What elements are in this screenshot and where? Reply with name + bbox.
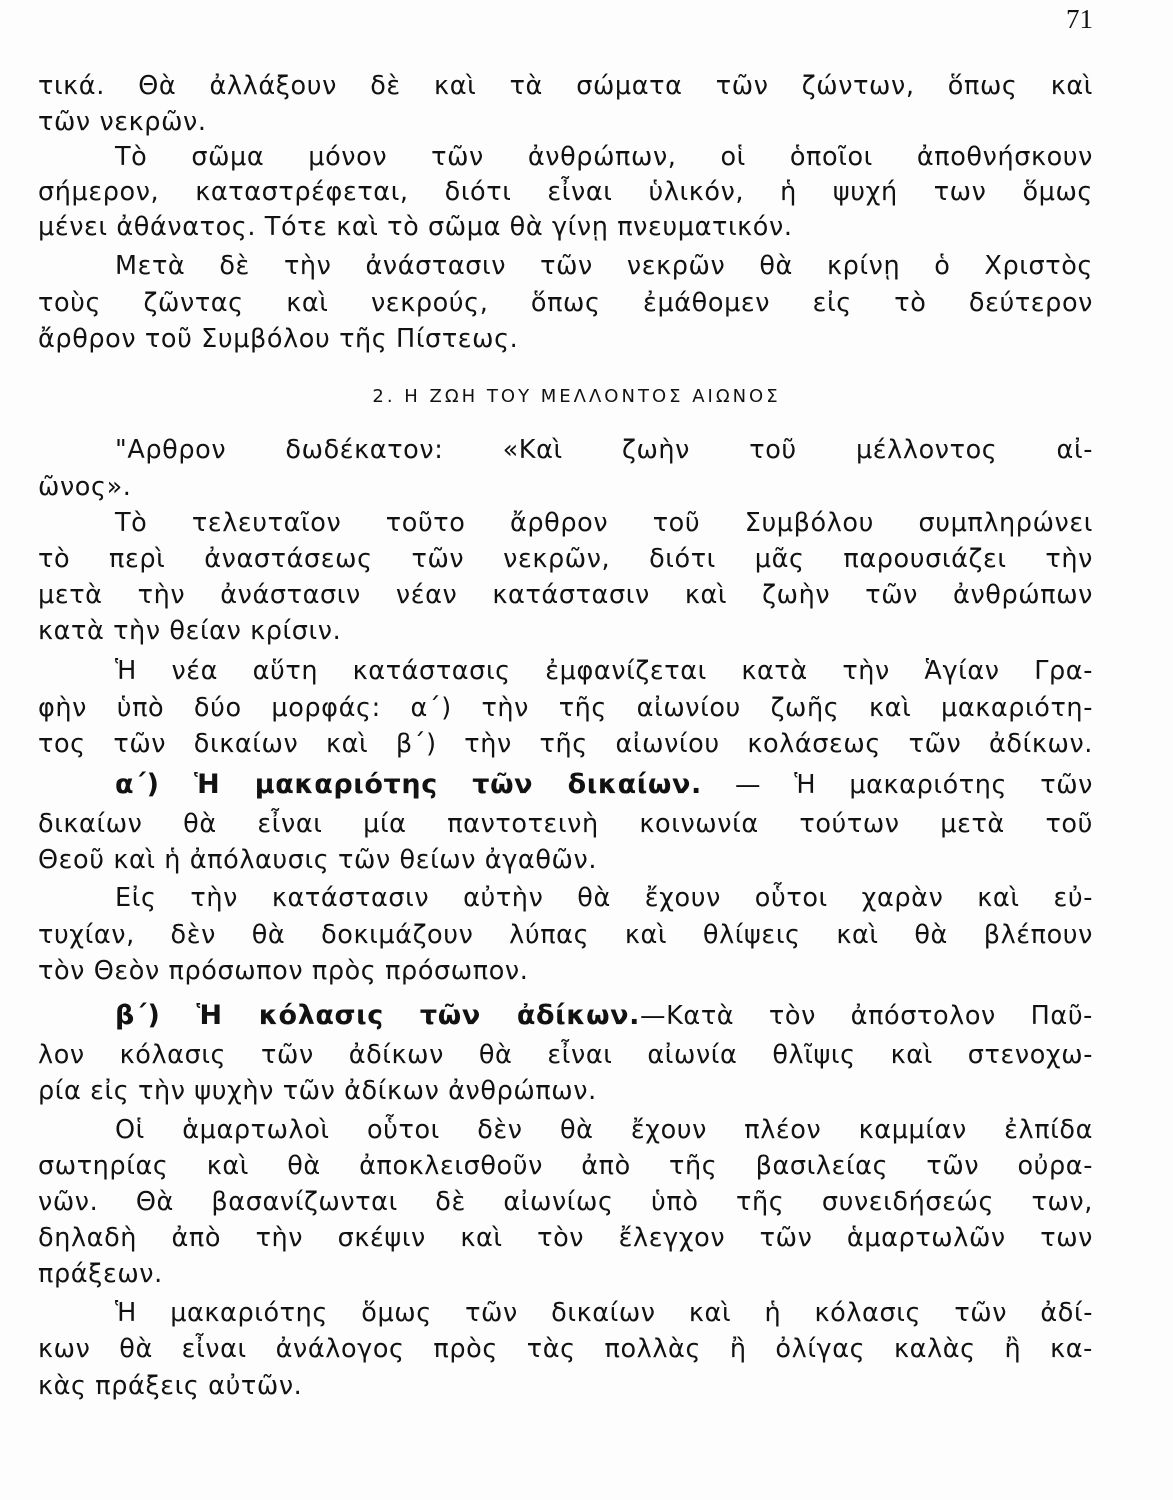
text-line: τοὺς ζῶντας καὶ νεκρούς, ὅπως ἐμάθομεν εἰς τὸ δεύτερον [38, 288, 1093, 318]
subsection-text: —Κατὰ τὸν ἀπόστολον Παῦ- [639, 1001, 1093, 1031]
text-line: Ἡ μακαριότης ὅμως τῶν δικαίων καὶ ἡ κόλασις τῶν ἀδί- [115, 1298, 1093, 1328]
text-line: κατὰ τὴν θείαν κρίσιν. [38, 616, 342, 646]
text-line: τῶν νεκρῶν. [38, 107, 207, 137]
text-line: τος τῶν δικαίων καὶ β΄) τὴν τῆς αἰωνίου κολάσεως τῶν ἀδίκων. [38, 729, 1093, 759]
text-line: ρία εἰς τὴν ψυχὴν τῶν ἀδίκων ἀνθρώπων. [38, 1076, 597, 1106]
page-number: 71 [1066, 4, 1093, 34]
text-line: λον κόλασις τῶν ἀδίκων θὰ εἶναι αἰωνία θλῖψις καὶ στενοχω- [38, 1040, 1093, 1070]
text-line: κων θὰ εἶναι ἀνάλογος πρὸς τὰς πολλὰς ἢ ὀλίγας καλὰς ἢ κα- [38, 1334, 1093, 1364]
text-line: Οἱ ἁμαρτωλοὶ οὗτοι δὲν θὰ ἔχουν πλέον καμμίαν ἐλπίδα [115, 1115, 1093, 1145]
subsection-text: — Ἡ μακαριότης τῶν [735, 770, 1093, 800]
text-line: Θεοῦ καὶ ἡ ἀπόλαυσις τῶν θείων ἀγαθῶν. [38, 845, 598, 875]
text-line: Ἡ νέα αὕτη κατάστασις ἐμφανίζεται κατὰ τὴν Ἁγίαν Γρα- [115, 656, 1093, 686]
text-line: Μετὰ δὲ τὴν ἀνάστασιν τῶν νεκρῶν θὰ κρίνῃ ὁ Χριστὸς [115, 251, 1093, 281]
text-line: τικά. Θὰ ἀλλάξουν δὲ καὶ τὰ σώματα τῶν ζώντων, ὅπως καὶ [38, 71, 1093, 101]
subsection-title: β΄) Ἡ κόλασις τῶν ἀδίκων. [115, 1000, 640, 1031]
text-line: σωτηρίας καὶ θὰ ἀποκλεισθοῦν ἀπὸ τῆς βασιλείας τῶν οὐρα- [38, 1151, 1093, 1181]
text-line: νῶν. Θὰ βασανίζωνται δὲ αἰωνίως ὑπὸ τῆς συνειδήσεώς των, [38, 1187, 1093, 1217]
subsection-line [115, 998, 1093, 1034]
section-heading-text: 2. Η ΖΩΗ ΤΟΥ ΜΕΛΛΟΝΤΟΣ ΑΙΩΝΟΣ [372, 386, 781, 407]
section-heading [0, 382, 1173, 412]
text-line: δηλαδὴ ἀπὸ τὴν σκέψιν καὶ τὸν ἔλεγχον τῶν ἁμαρτωλῶν των [38, 1223, 1093, 1253]
text-line: κὰς πράξεις αὐτῶν. [38, 1371, 303, 1401]
text-line: "Αρθρον δωδέκατον: «Καὶ ζωὴν τοῦ μέλλοντος αἰ- [115, 435, 1093, 465]
text-line: Τὸ τελευταῖον τοῦτο ἄρθρον τοῦ Συμβόλου συμπληρώνει [115, 508, 1093, 538]
text-line: τυχίαν, δὲν θὰ δοκιμάζουν λύπας καὶ θλίψεις καὶ θὰ βλέπουν [38, 920, 1093, 950]
subsection-line [115, 767, 1093, 803]
subsection-title: α΄) Ἡ μακαριότης τῶν δικαίων. [115, 769, 702, 800]
text-line: Τὸ σῶμα μόνον τῶν ἀνθρώπων, οἱ ὁποῖοι ἀποθνήσκουν [115, 142, 1093, 172]
text-line: τὸ περὶ ἀναστάσεως τῶν νεκρῶν, διότι μᾶς παρουσιάζει τὴν [38, 544, 1093, 574]
text-line: φὴν ὑπὸ δύο μορφάς: α΄) τὴν τῆς αἰωνίου ζωῆς καὶ μακαριότη- [38, 693, 1093, 723]
text-line: μένει ἀθάνατος. Τότε καὶ τὸ σῶμα θὰ γίνῃ πνευματικόν. [38, 212, 793, 242]
text-line: σήμερον, καταστρέφεται, διότι εἶναι ὑλικόν, ἡ ψυχή των ὅμως [38, 177, 1093, 207]
text-line: ἄρθρον τοῦ Συμβόλου τῆς Πίστεως. [38, 324, 519, 354]
text-line: Εἰς τὴν κατάστασιν αὐτὴν θὰ ἔχουν οὗτοι χαρὰν καὶ εὐ- [115, 883, 1093, 913]
text-line: δικαίων θὰ εἶναι μία παντοτεινὴ κοινωνία τούτων μετὰ τοῦ [38, 809, 1093, 839]
text-line: πράξεων. [38, 1259, 163, 1289]
text-line: τὸν Θεὸν πρόσωπον πρὸς πρόσωπον. [38, 956, 529, 986]
text-line: ῶνος». [38, 472, 132, 502]
text-line: μετὰ τὴν ἀνάστασιν νέαν κατάστασιν καὶ ζωὴν τῶν ἀνθρώπων [38, 580, 1093, 610]
